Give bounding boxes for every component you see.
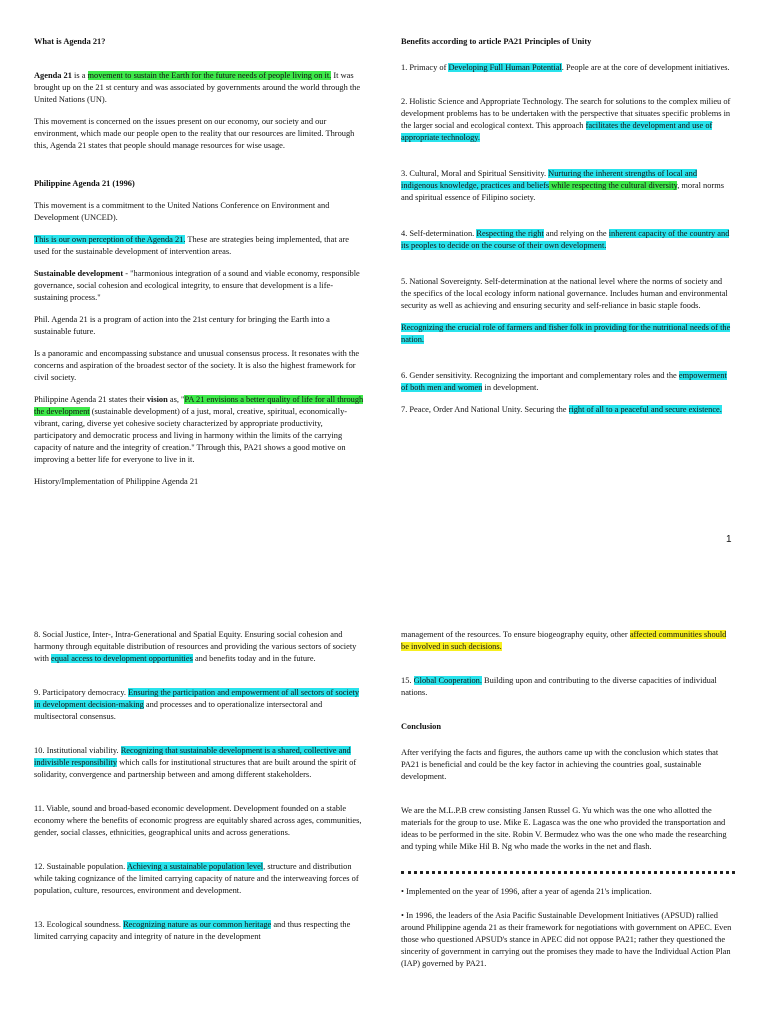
highlight-green: PA 21 envisions a better quality of life for all through the development <box>34 395 364 416</box>
principle-10: 10. Institutional viability. Recognizing that sustainable development is a shared, collective and indivisible responsibility which calls for institutional structures that are built around the spirit of solidarity, convergence and partnership between and among different stakeholders. <box>34 746 357 779</box>
highlight-green: movement to sustain the Earth for the future needs of people living on it. <box>87 71 332 80</box>
page2-right-column <box>401 629 735 980</box>
principle-9: 9. Participatory democracy. Ensuring the participation and empowerment of all sectors of society in development decision-making and processes and to operationalize intersectoral and multisectoral consensus. <box>34 688 360 721</box>
principle-11: 11. Viable, sound and broad-based economic development. Development founded on a stable economy where the benefits of economic progress are equitably shared across ages, communities, gender, social classes, ethnicities, geographical units and across generations. <box>34 804 362 837</box>
paragraph-vision: Philippine Agenda 21 states their vision as, "PA 21 envisions a better quality of life for all through the development (sustainable development) of a just, moral, creative, spiritual, economically-vibrant, caring, diverse yet cohesive society characterized by appropriate productivity, participatory and democratic process and living in harmony within the limits of the carrying capacity of nature and the integrity of creation." Through this, PA21 shows a good motive on improving a better life for everyone to live in it. <box>34 395 364 464</box>
heading-benefits: Benefits according to article PA21 Principles of Unity <box>401 37 592 46</box>
highlight-cyan: This is our own perception of the Agenda 21. <box>34 235 186 244</box>
note-implemented: • Implemented on the year of 1996, after a year of agenda 21's implication. <box>401 887 652 896</box>
page-number: 1 <box>726 534 732 545</box>
paragraph-program: Phil. Agenda 21 is a program of action into the 21st century for bringing the Earth into a sustainable future. <box>34 315 330 336</box>
highlight-yellow: affected communities should be involved in such decisions. <box>401 630 727 651</box>
paragraph-agenda21-definition: Agenda 21 is a movement to sustain the Earth for the future needs of people living on it. It was brought up on the 21 st century and was associated by governments around the world through the United Nations (UN). <box>34 71 361 104</box>
heading-philippine-agenda21: Philippine Agenda 21 (1996) <box>34 179 135 188</box>
paragraph-panoramic: Is a panoramic and encompassing substance and unusual consensus process. It resonates with the concerns and aspiration of the broadest sector of the society. It is also the highest framework for civil society. <box>34 349 360 382</box>
heading-conclusion: Conclusion <box>401 722 442 731</box>
page1-right-column <box>401 36 731 426</box>
page1-left-column <box>34 36 364 498</box>
paragraph-concern: This movement is concerned on the issues present on our economy, our society and our environment, which made our people open to the reality that our resources are limited. Through this, Agenda 21 states that people should manage resources for wise usage. <box>34 117 355 150</box>
principle-1: 1. Primacy of Developing Full Human Potential. People are at the core of development initiatives. <box>401 63 730 72</box>
paragraph-perception: This is our own perception of the Agenda 21. These are strategies being implemented, that are used for the sustainable development of intervention areas. <box>34 235 349 256</box>
paragraph-crew: We are the M.L.P.B crew consisting Jansen Russel G. Yu which was the one who allotted the materials for the group to use. Mike E. Lagasca was the one who provided the transportation and ideas to be performed in the site. Robin V. Bermudez who was the one who made the researching and typing while Mike Hil B. Ng who made the works in the net and flash. <box>401 806 727 851</box>
dotted-divider <box>401 871 735 874</box>
principle-13: 13. Ecological soundness. Recognizing nature as our common heritage and thus respecting the limited carrying capacity and integrity of nature in the development <box>34 920 351 941</box>
principle-6: 6. Gender sensitivity. Recognizing the important and complementary roles and the empowerment of both men and women in development. <box>401 371 727 392</box>
principle-14-continued: management of the resources. To ensure biogeography equity, other affected communities should be involved in such decisions. <box>401 630 727 651</box>
heading-what-is-agenda21: What is Agenda 21? <box>34 37 106 46</box>
principle-2: 2. Holistic Science and Appropriate Technology. The search for solutions to the complex milieu of development problems has to be undertaken with the perspective that situates specific problems in the larger social and ecological context. This approach facilitates the development and use of appropriate technology. <box>401 97 731 142</box>
principle-5: 5. National Sovereignty. Self-determination at the national level where the norms of society and the specifics of the local ecology inform national governance. Includes human and environmental security as well as achieving and ensuring security and self-reliance in basic staple foods. <box>401 277 728 310</box>
paragraph-sustainable-development: Sustainable development - "harmonious integration of a sound and viable economy, responsible governance, social cohesion and ecological integrity, to ensure that development is a life-sustaining process." <box>34 269 360 302</box>
page2-left-column <box>34 629 364 953</box>
paragraph-commitment: This movement is a commitment to the United Nations Conference on Environment and Development (UNCED). <box>34 201 330 222</box>
principle-5-note: Recognizing the crucial role of farmers and fisher folk in providing for the nutritional needs of the nation. <box>401 323 731 344</box>
paragraph-conclusion: After verifying the facts and figures, the authors came up with the conclusion which states that PA21 is beneficial and could be the key factor in achieving the countries goal, sustainable development. <box>401 748 719 781</box>
principle-3: 3. Cultural, Moral and Spiritual Sensitivity. Nurturing the inherent strengths of local and indigenous knowledge, practices and beliefs while respecting the cultural diversity, moral norms and spiritual essence of Filipino society. <box>401 169 724 202</box>
principle-7: 7. Peace, Order And National Unity. Securing the right of all to a peaceful and secure existence. <box>401 405 722 414</box>
paragraph-history: History/Implementation of Philippine Agenda 21 <box>34 477 199 486</box>
principle-12: 12. Sustainable population. Achieving a sustainable population level, structure and distribution while taking cognizance of the limited carrying capacity of nature and the interweaving forces of population, culture, resources, environment and development. <box>34 862 359 895</box>
principle-15: 15. Global Cooperation. Building upon and contributing to the diverse capacities of individual nations. <box>401 676 717 697</box>
note-apsud: • In 1996, the leaders of the Asia Pacific Sustainable Development Initiatives (APSUD) rallied around Philippine agenda 21 as their framework for negotiations with government on APEC. Even those who questioned APSUD's stance in APEC did not oppose PA21; rather they questioned the sincerity of government in carrying out the promises they made to have the Individual Action Plan (IAP) governed by PA21. <box>401 911 732 968</box>
principle-8: 8. Social Justice, Inter-, Intra-Generational and Spatial Equity. Ensuring social cohesion and harmony through equitable distribution of resources and providing the various sectors of society with equal access to development opportunities and benefits today and in the future. <box>34 630 357 663</box>
principle-4: 4. Self-determination. Respecting the right and relying on the inherent capacity of the country and its peoples to decide on the course of their own development. <box>401 229 730 250</box>
